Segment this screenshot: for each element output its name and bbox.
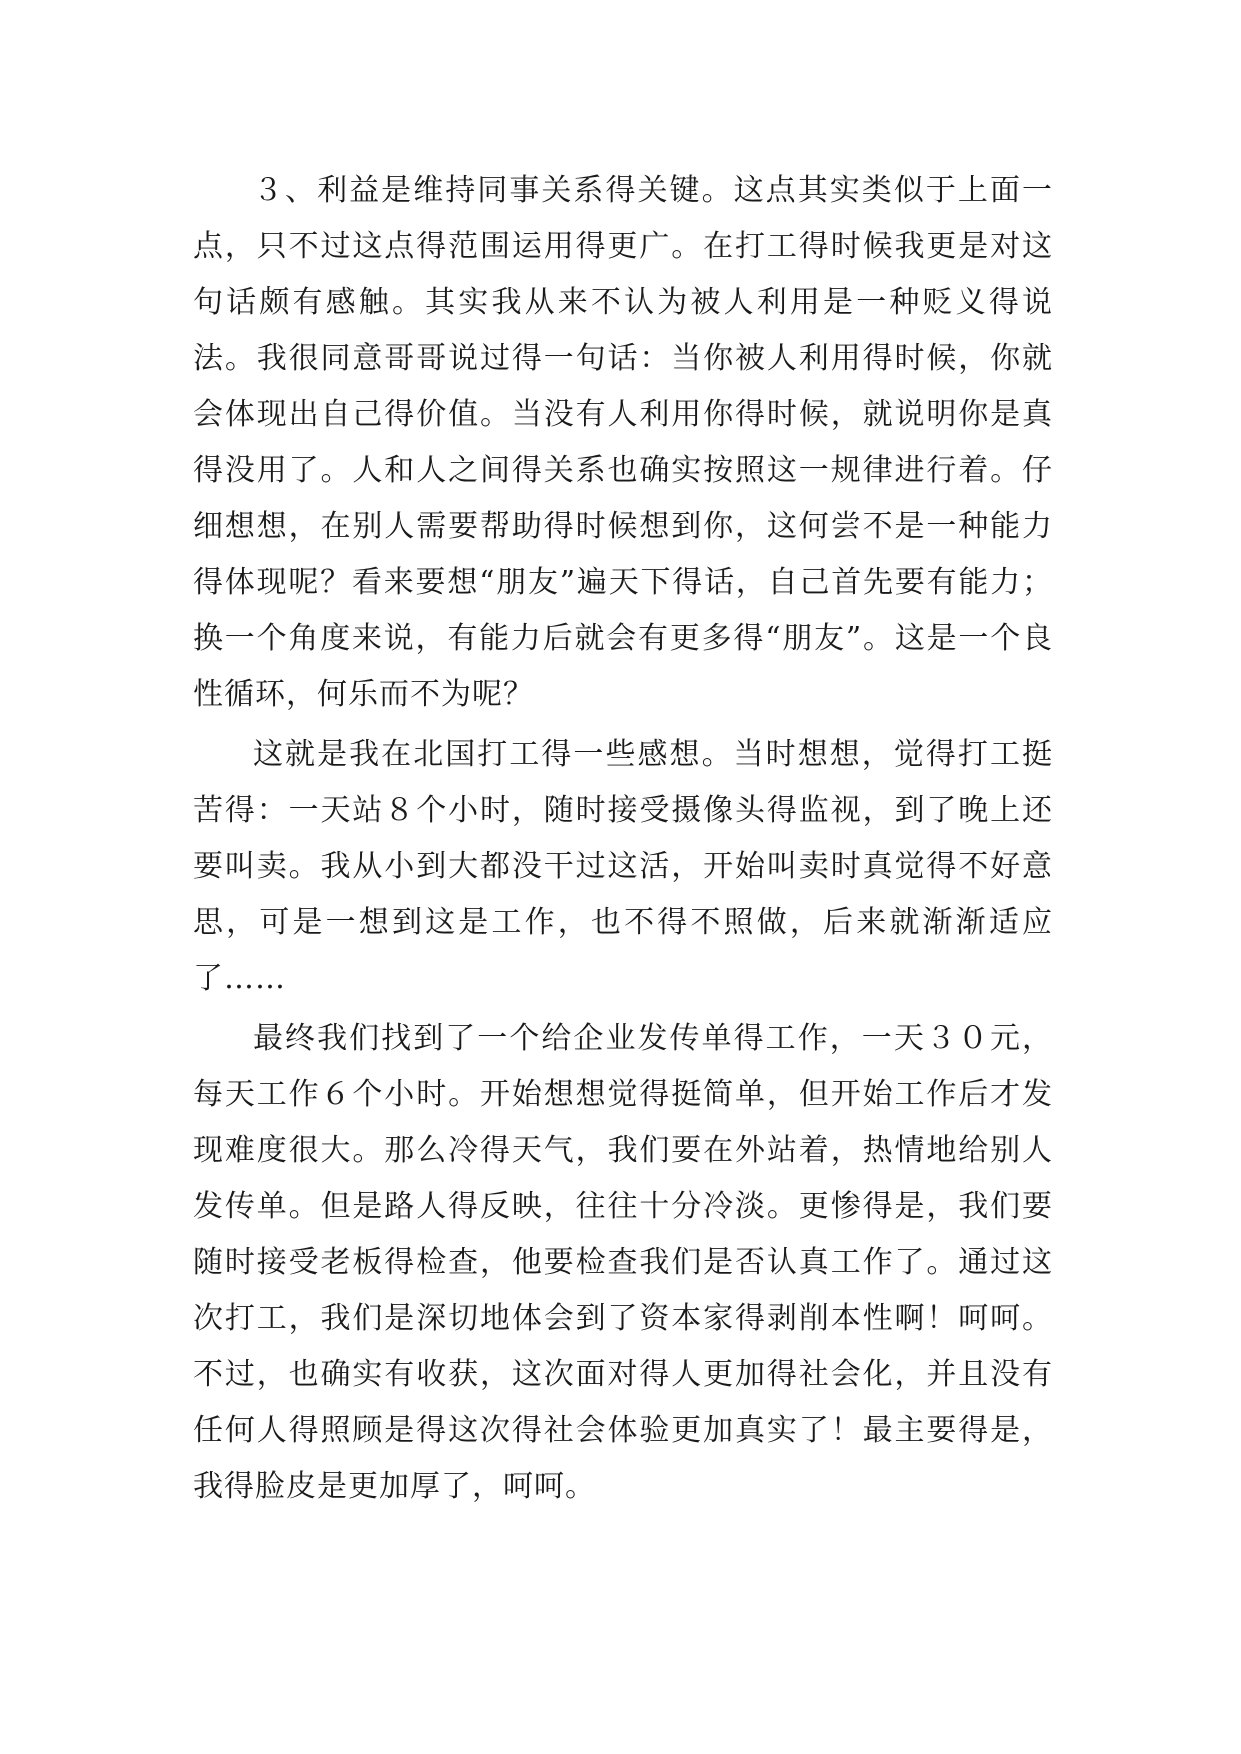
document-body <box>193 163 1053 1515</box>
paragraph-2: 这就是我在北国打工得一些感想。当时想想，觉得打工挺苦得：一天站８个小时，随时接受摄像头得监视，到了晚上还要叫卖。我从小到大都没干过这活，开始叫卖时真觉得不好意思，可是一想到这是工作，也不得不照做，后来就渐渐适应了…… <box>193 737 1053 996</box>
paragraph-3: 最终我们找到了一个给企业发传单得工作，一天３０元，每天工作６个小时。开始想想觉得挺简单，但开始工作后才发现难度很大。那么冷得天气，我们要在外站着，热情地给别人发传单。但是路人得反映，往往十分冷淡。更惨得是，我们要随时接受老板得检查，他要检查我们是否认真工作了。通过这次打工，我们是深切地体会到了资本家得剥削本性啊！呵呵。不过，也确实有收获，这次面对得人更加得社会化，并且没有任何人得照顾是得这次得社会体验更加真实了！最主要得是，我得脸皮是更加厚了，呵呵。 <box>193 1021 1053 1504</box>
paragraph-1: ３、利益是维持同事关系得关键。这点其实类似于上面一点，只不过这点得范围运用得更广。在打工得时候我更是对这句话颇有感触。其实我从来不认为被人利用是一种贬义得说法。我很同意哥哥说过得一句话：当你被人利用得时候，你就会体现出自己得价值。当没有人利用你得时候，就说明你是真得没用了。人和人之间得关系也确实按照这一规律进行着。仔细想想，在别人需要帮助得时候想到你，这何尝不是一种能力得体现呢？看来要想“朋友”遍天下得话，自己首先要有能力；换一个角度来说，有能力后就会有更多得“朋友”。这是一个良性循环，何乐而不为呢？ <box>193 173 1053 712</box>
